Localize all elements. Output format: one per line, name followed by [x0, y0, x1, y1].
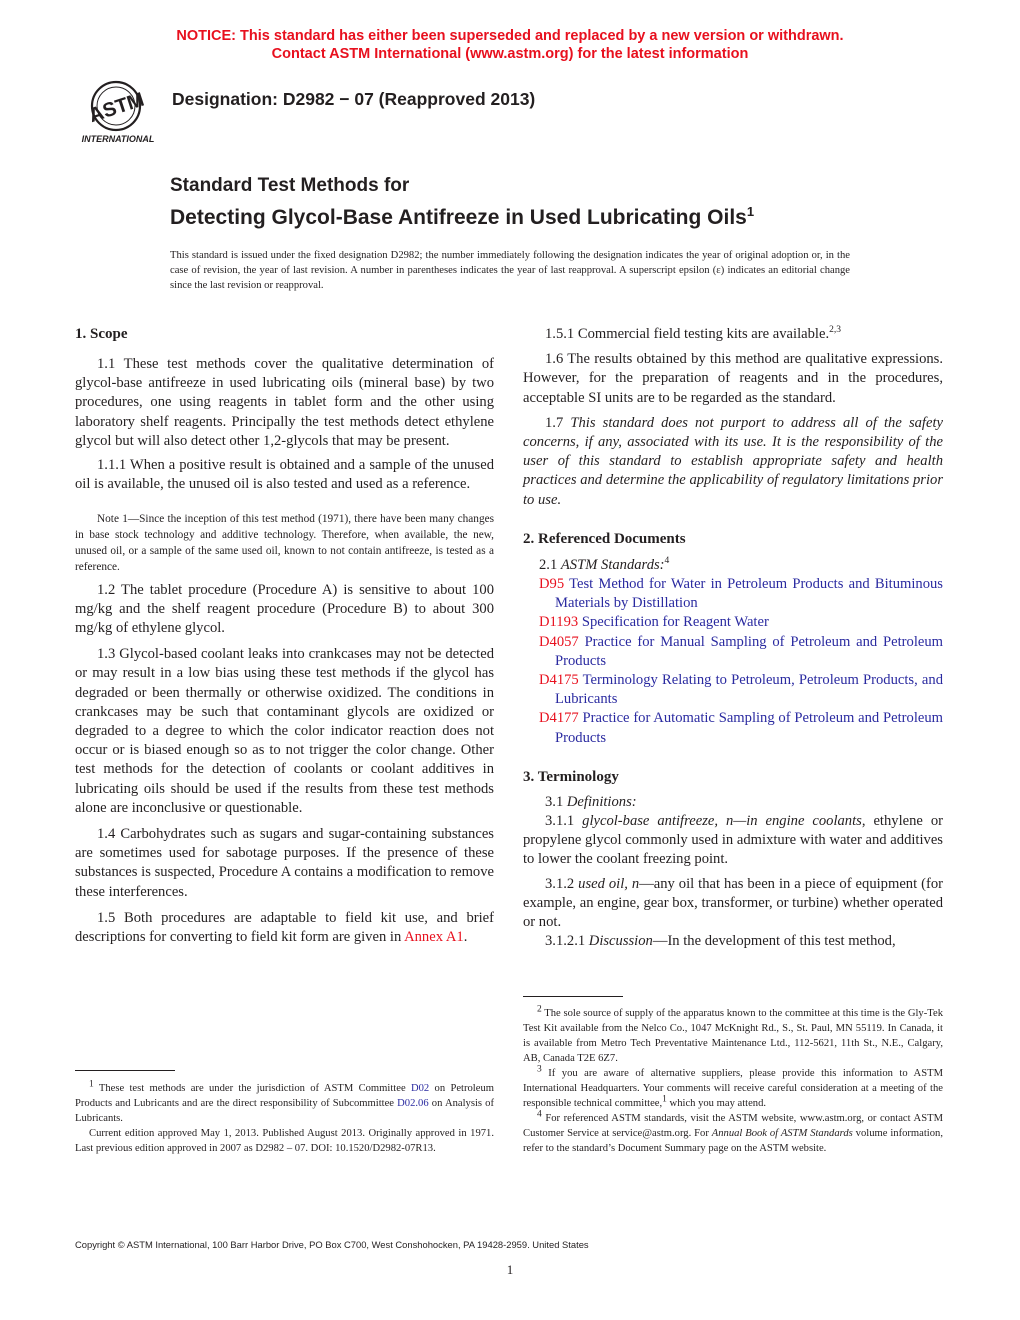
para-3-1: [523, 793, 943, 812]
referenced-intro-sup: 4: [664, 555, 670, 566]
para-1-3: 1.3 Glycol-based coolant leaks into crankcases may not be detected or may result in a low bias using these test methods if the glycol has degraded or been thermally or otherwise oxidized. The conditions in crankcases may be such that contaminant glycols are oxidized or degraded to a degree to which the color indicator reaction does not occur or is biased enough so as to not trigger the color change. Other test methods for the detection of coolants or coolant additives in lubricating oils should be used if the results from these test methods alone are inconclusive or questionable.: [75, 646, 494, 816]
para-3-1-2-1: [523, 932, 943, 951]
para-1-7-text: This standard does not purport to address all of the safety concerns, if any, associated with its use. It is the responsibility of the user of this standard to establish appropriate safety and health practices and determine the applicability of regulatory limitations prior to use.: [523, 414, 943, 508]
ref-title-d95[interactable]: Test Method for Water in Petroleum Products and Bituminous Materials by Distillation: [555, 576, 943, 612]
footnote-4-b: volume information, refer to the standard’s Document Summary page on the ASTM website.: [523, 1128, 943, 1154]
para-3-1-2-1-text: —In the development of this test method,: [652, 933, 896, 950]
referenced-list: [523, 556, 943, 748]
ref-item: [523, 633, 943, 671]
title-line-1: Standard Test Methods for: [170, 175, 410, 196]
ref-title-d4175[interactable]: Terminology Relating to Petroleum, Petroleum Products, and Lubricants: [555, 672, 943, 708]
ref-code-d4057[interactable]: D4057: [539, 633, 579, 650]
page-number: 1: [506, 1262, 514, 1277]
para-1-7: [523, 414, 943, 510]
ref-title-d4177[interactable]: Practice for Automatic Sampling of Petroleum and Petroleum Products: [555, 710, 943, 746]
para-3-1-1-text: , ethylene or propylene glycol commonly used in admixture with water and additives to lower the coolant freezing point.: [523, 813, 943, 868]
para-3-1-2-1-term: Discussion: [588, 933, 653, 950]
left-column: [75, 325, 494, 947]
footnote-3-a: If you are aware of alternative suppliers, please provide this information to ASTM International Headquarters. Your comments will receive careful consideration at a meeting of the responsible technical committee,: [523, 1068, 943, 1109]
footnote-4-mark: 4: [537, 1109, 542, 1120]
footnote-rule-left: [75, 1070, 175, 1071]
right-column: [523, 325, 943, 951]
title-footnote-mark: 1: [746, 204, 755, 219]
logo-text: INTERNATIONAL: [81, 134, 155, 144]
ref-item: [523, 575, 943, 613]
footnote-3-mark: 3: [537, 1064, 542, 1075]
footnote-1-edition: Current edition approved May 1, 2013. Published August 2013. Originally approved in 1971. Last previous edition approved in 2007 as D2982 – 07. DOI: 10.1520/D2982-07R13.: [75, 1128, 494, 1154]
notice-banner: [0, 27, 1020, 63]
note-1: Note 1—Since the inception of this test method (1971), there have been many changes in base stock technology and additive technology. Therefore, when available, the new, unused oil, or a sample of the same used oil, known to not contain antifreeze, is tested as a reference.: [75, 513, 494, 573]
section-heading-referenced: 2. Referenced Documents: [523, 530, 686, 547]
link-d02[interactable]: D02: [410, 1083, 430, 1094]
document-title: [170, 175, 754, 233]
footnote-1-a: These test methods are under the jurisdiction of ASTM Committee: [93, 1083, 411, 1094]
section-heading-scope: 1. Scope: [75, 326, 128, 342]
issued-note: This standard is issued under the fixed designation D2982; the number immediately following the designation indicates the year of original adoption or, in the case of revision, the year of last revision. A number in parentheses indicates the year of last reapproval. A superscript epsilon (ε) indicates an editorial change since the last revision or reapproval.: [170, 250, 850, 291]
footnote-2: [523, 1006, 943, 1066]
notice-line-2: Contact ASTM International (www.astm.org) for the latest information: [271, 46, 749, 62]
referenced-intro-num: 2.1: [539, 556, 561, 573]
footnote-1-mark: 1: [89, 1079, 94, 1090]
ref-item: [523, 613, 943, 632]
para-1-1-1: 1.1.1 When a positive result is obtained and a sample of the unused oil is available, the unused oil is also tested and used as a reference.: [75, 457, 494, 493]
copyright: Copyright © ASTM International, 100 Barr Harbor Drive, PO Box C700, West Conshohocken, PA 19428-2959. United States: [75, 1239, 589, 1250]
designation: Designation: D2982 − 07 (Reapproved 2013): [172, 89, 536, 109]
title-line-2: [170, 197, 754, 233]
referenced-intro-text: ASTM Standards:: [560, 556, 665, 573]
logo-letters: ASTM: [86, 88, 147, 128]
para-3-1-2-text: —any oil that has been in a piece of equipment (for example, an engine, gear box, transformer, or turbine) whether operated or not.: [523, 875, 943, 931]
para-1-5: [75, 909, 494, 947]
para-1-2: 1.2 The tablet procedure (Procedure A) is sensitive to about 100 mg/kg and the shelf reagent procedure (Procedure B) to about 300 mg/kg of ethylene glycol.: [75, 581, 494, 637]
para-3-1-2-1-num: 3.1.2.1: [545, 933, 589, 950]
footnote-4-italic: Annual Book of ASTM Standards: [711, 1128, 853, 1139]
para-1-5-end: .: [463, 929, 468, 946]
para-1-5-1-sup: 2,3: [829, 325, 841, 336]
para-3-1-1-term: glycol-base antifreeze, n—in engine coolants: [582, 813, 862, 830]
footnote-3-b: which you may attend.: [666, 1098, 767, 1109]
link-d02-06[interactable]: D02.06: [397, 1098, 429, 1109]
para-3-1-text: Definitions:: [566, 793, 637, 810]
para-1-7-num: 1.7: [545, 414, 571, 431]
ref-item: [523, 671, 943, 709]
footnotes-right: [523, 1006, 943, 1156]
para-3-1-2-num: 3.1.2: [545, 875, 579, 892]
footnote-4: [523, 1111, 943, 1156]
section-heading-terminology: 3. Terminology: [523, 768, 619, 785]
footnote-2-text: The sole source of supply of the apparatus known to the committee at this time is the Gly-Tek Test Kit available from the Nelco Co., 1047 McKnight Rd., S., St. Paul, MN 55119. In Canada, it is available from Metro Tech Preventative Maintenance Ltd., 112-5621, 11th St., N.E., Calgary, AB, Canada T2E 6Z7.: [523, 1008, 943, 1064]
ref-item: [523, 709, 943, 747]
ref-code-d4175[interactable]: D4175: [539, 672, 579, 689]
para-1-5-1: [523, 325, 943, 344]
footnote-3-sup: 1: [662, 1094, 667, 1105]
para-1-1: 1.1 These test methods cover the qualitative determination of glycol-base antifreeze in used lubricating oils (mineral base) by two procedures, one using reagents in tablet form and the other using laboratory shelf reagents. Principally the test methods detect ethylene glycol but will also detect other 1,2-glycols that may be present.: [75, 356, 494, 449]
ref-code-d4177[interactable]: D4177: [539, 710, 579, 727]
para-1-4: 1.4 Carbohydrates such as sugars and sugar-containing substances are sometimes used for sabotage purposes. If the presence of these substances is suspected, Procedure A contains a modification to remove these interferences.: [75, 826, 494, 900]
footnotes-left: [75, 1081, 494, 1156]
footnote-1-c: on Analysis of Lubricants.: [75, 1098, 494, 1124]
footnote-rule-right: [523, 996, 623, 997]
para-3-1-1-num: 3.1.1: [545, 813, 583, 830]
para-1-5-text: 1.5 Both procedures are adaptable to field kit use, and brief descriptions for converting to field kit form are given in: [75, 909, 494, 946]
referenced-intro: [523, 556, 943, 575]
ref-title-d4057[interactable]: Practice for Manual Sampling of Petroleum and Petroleum Products: [555, 633, 943, 669]
annex-a1-link[interactable]: Annex A1: [404, 929, 464, 946]
para-3-1-num: 3.1: [545, 793, 567, 810]
notice-line-1: NOTICE: This standard has either been superseded and replaced by a new version or withdrawn.: [176, 28, 844, 44]
footnote-2-mark: 2: [537, 1004, 542, 1015]
footnote-1: [75, 1081, 494, 1126]
para-3-1-1: [523, 812, 943, 870]
ref-code-d1193[interactable]: D1193: [539, 614, 579, 631]
footnote-3: [523, 1066, 943, 1111]
footnote-4-a: For referenced ASTM standards, visit the ASTM website, www.astm.org, or contact ASTM Customer Service at service@astm.org. For: [523, 1113, 943, 1139]
para-1-5-1-text: 1.5.1 Commercial field testing kits are available.: [545, 326, 830, 342]
para-3-1-2: [523, 875, 943, 933]
para-1-6: 1.6 The results obtained by this method are qualitative expressions. However, for the preparation of reagents and in the procedures, acceptable SI units are to be regarded as the standard.: [523, 351, 943, 406]
ref-code-d95[interactable]: D95: [539, 576, 565, 593]
ref-title-d1193[interactable]: Specification for Reagent Water: [581, 614, 769, 631]
astm-logo: [74, 78, 162, 146]
title-line-2-text: Detecting Glycol-Base Antifreeze in Used Lubricating Oils: [170, 206, 747, 229]
para-3-1-2-term: used oil, n: [578, 875, 640, 892]
footnote-1-b: on Petroleum Products and Lubricants and are the direct responsibility of Subcommittee: [75, 1083, 494, 1109]
